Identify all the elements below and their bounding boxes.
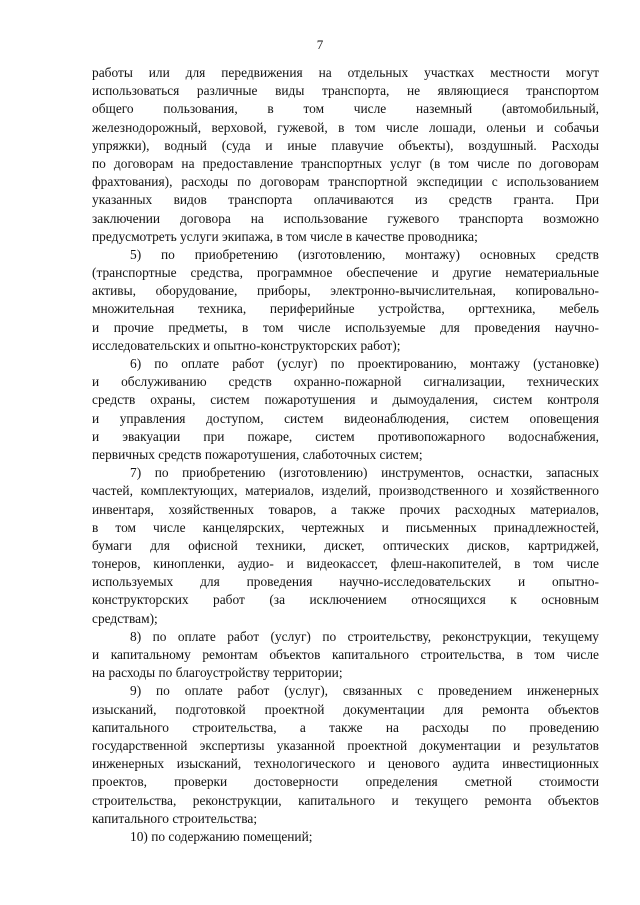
paragraph [92, 246, 599, 355]
paragraph [92, 682, 599, 828]
text-line: на расходы по благоустройству территории; [92, 665, 343, 681]
text-line: тонеров, кинопленки, аудио- и видеокассет, флеш-накопителей, в том числе [92, 556, 599, 572]
text-line: и капитальному ремонтам объектов капитального строительства, в том числе [92, 647, 599, 662]
text-line: 9) по оплате работ (услуг), связанных с проведением инженерных [130, 683, 599, 699]
text-line: средствам); [92, 610, 158, 626]
text-line: предусмотреть услуги экипажа, в том числе в качестве проводника; [92, 228, 478, 244]
text-line: и управления доступом, систем видеонаблюдения, систем оповещения [92, 410, 599, 426]
text-line: заключении договора на использование гужевого транспорта возможно [92, 210, 599, 226]
text-line: и эвакуации при пожаре, систем противопожарного водоснабжения, [92, 428, 599, 444]
text-line: и прочие предметы, в том числе используемые для проведения научно- [92, 319, 599, 335]
text-line: конструкторских работ (за исключением относящихся к основным [92, 592, 599, 608]
text-line: строительства, реконструкции, капитального и текущего ремонта объектов [92, 792, 599, 808]
text-line: работы или для передвижения на отдельных участках местности могут [92, 65, 599, 80]
paragraph [92, 464, 599, 628]
text-line: фрахтования), расходы по договорам транспортной экспедиции с использованием [92, 174, 599, 190]
text-line: (транспортные средства, программное обеспечение и другие нематериальные [92, 265, 599, 281]
text-line: бумаги для офисной техники, дискет, оптических дисков, картриджей, [92, 537, 599, 553]
text-line: 10) по содержанию помещений; [130, 828, 313, 844]
text-line: капитального строительства; [92, 810, 258, 826]
paragraph [92, 355, 599, 464]
text-line: общего пользования, в том числе наземный (автомобильный, [92, 101, 599, 117]
text-line: множительная техника, периферийные устройства, оргтехника, мебель [92, 301, 599, 317]
text-line: капитального строительства, а также на расходы по проведению [92, 719, 599, 735]
text-line: 8) по оплате работ (услуг) по строительству, реконструкции, текущему [130, 628, 599, 644]
text-line: используемых для проведения научно-исследовательских и опытно- [92, 574, 599, 590]
paragraph [92, 828, 599, 846]
page-number: 7 [316, 37, 324, 52]
text-line: исследовательских и опытно-конструкторских работ); [92, 337, 401, 353]
text-line: по договорам на предоставление транспортных услуг (в том числе по договорам [92, 155, 599, 171]
text-line: проектов, проверки достоверности определения сметной стоимости [92, 774, 599, 790]
text-line: 6) по оплате работ (услуг) по проектированию, монтажу (установке) [130, 356, 599, 371]
document-body [92, 64, 599, 846]
text-line: в том числе канцелярских, чертежных и письменных принадлежностей, [92, 519, 599, 535]
text-line: инженерных изысканий, технологического и ценового аудита инвестиционных [92, 756, 599, 772]
text-line: упряжки), водный (суда и иные плавучие объекты), воздушный. Расходы [92, 137, 599, 153]
text-line: 5) по приобретению (изготовлению, монтажу) основных средств [130, 246, 599, 262]
text-line: средств охраны, систем пожаротушения и дымоудаления, систем контроля [92, 392, 599, 408]
text-line: активы, оборудование, приборы, электронно-вычислительная, копировально- [92, 283, 599, 299]
text-line: указанных видов транспорта оплачиваются из средств гранта. При [92, 192, 599, 208]
text-line: государственной экспертизы указанной проектной документации и результатов [92, 737, 599, 753]
paragraph [92, 64, 599, 246]
paragraph [92, 628, 599, 683]
text-line: инвентаря, хозяйственных товаров, а также прочих расходных материалов, [92, 501, 599, 517]
text-line: и обслуживанию средств охранно-пожарной сигнализации, технических [92, 374, 599, 390]
text-line: железнодорожный, верховой, гужевой, в том числе лошади, оленьи и собачьи [92, 119, 599, 135]
text-line: 7) по приобретению (изготовлению) инструментов, оснастки, запасных [130, 465, 599, 481]
text-line: изысканий, подготовкой проектной документации для ремонта объектов [92, 701, 599, 717]
text-line: первичных средств пожаротушения, слаботочных систем; [92, 446, 423, 462]
text-line: частей, комплектующих, материалов, изделий, производственного и хозяйственного [92, 483, 599, 499]
text-line: использоваться различные виды транспорта, не являющиеся транспортом [92, 83, 599, 99]
